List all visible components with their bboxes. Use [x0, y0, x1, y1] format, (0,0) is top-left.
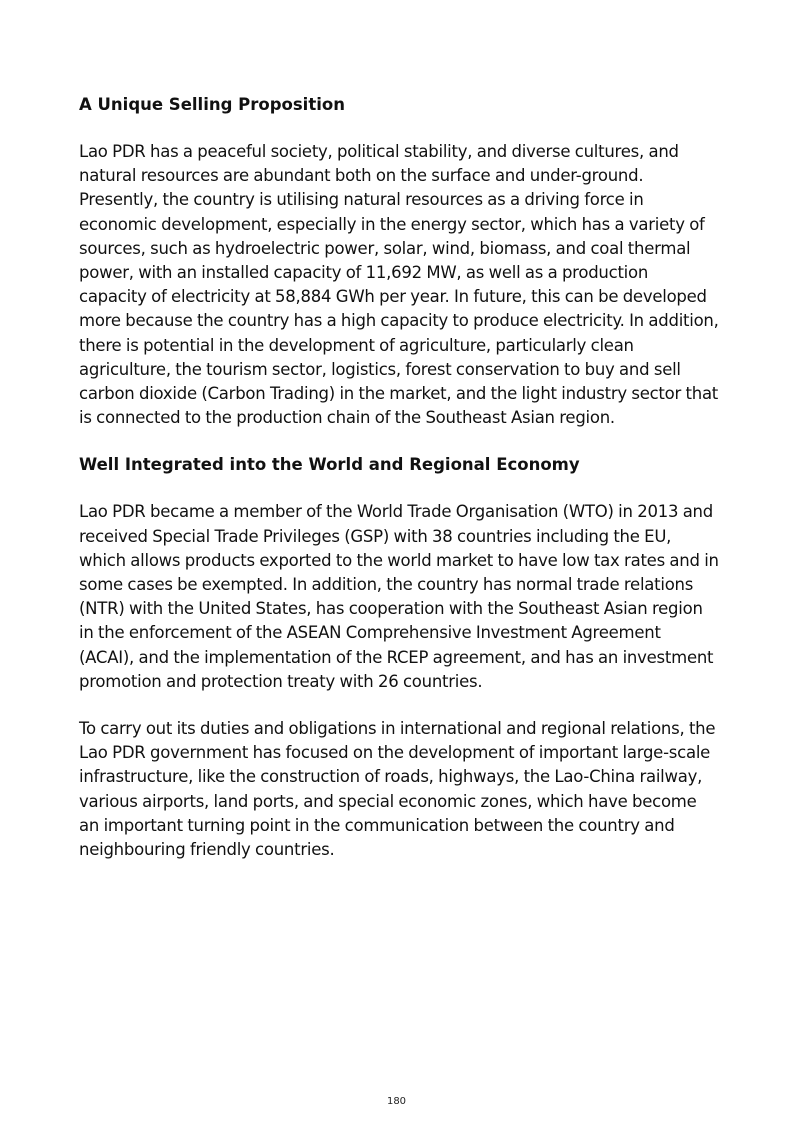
paragraph-wto-membership: Lao PDR became a member of the World Trade Organisation (WTO) in 2013 and received Special Trade Privileges (GSP) with 38 countries including the EU, which allows products exported to the world market to have low tax rates and in some cases be exempted. In addition, the country has normal trade relations (NTR) with the United States, has cooperation with the Southeast Asian region in the enforcement of the ASEAN Comprehensive Investment Agreement (ACAI), and the implementation of the RCEP agreement, and has an investment promotion and protection treaty with 26 countries.	[79, 502, 719, 691]
page-number: 180	[386, 1096, 407, 1107]
section-heading-unique-selling-proposition: A Unique Selling Proposition	[79, 95, 345, 114]
page-content	[79, 93, 719, 885]
paragraph-unique-selling-proposition: Lao PDR has a peaceful society, political stability, and diverse cultures, and natural resources are abundant both on the surface and under-ground. Presently, the country is utilising natural resources as a driving force in economic development, especially in the energy sector, which has a variety of sources, such as hydroelectric power, solar, wind, biomass, and coal thermal power, with an installed capacity of 11,692 MW, as well as a production capacity of electricity at 58,884 GWh per year. In future, this can be developed more because the country has a high capacity to produce electricity. In addition, there is potential in the development of agriculture, particularly clean agriculture, the tourism sector, logistics, forest conservation to buy and sell carbon dioxide (Carbon Trading) in the market, and the light industry sector that is connected to the production chain of the Southeast Asian region.	[79, 142, 719, 428]
section-heading-integration: Well Integrated into the World and Regional Economy	[79, 455, 580, 475]
paragraph-infrastructure: To carry out its duties and obligations in international and regional relations, the Lao PDR government has focused on the development of important large-scale infrastructure, like the construction of roads, highways, the Lao-China railway, various airports, land ports, and special economic zones, which have become an important turning point in the communication between the country and neighbouring friendly countries.	[79, 719, 716, 860]
